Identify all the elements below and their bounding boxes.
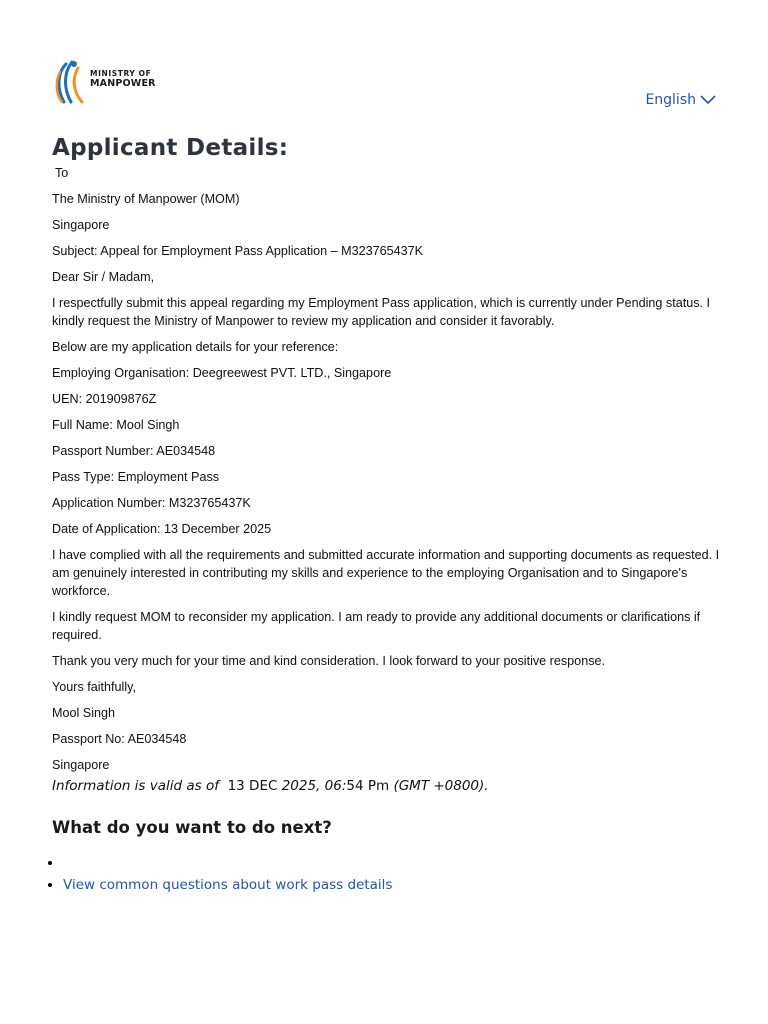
- language-label: English: [645, 92, 696, 108]
- next-steps-title: What do you want to do next?: [52, 818, 332, 837]
- signature-passport: Passport No: AE034548: [52, 732, 187, 746]
- appeal-letter: [52, 164, 720, 782]
- detail-application-number: Application Number: M323765437K: [52, 496, 251, 510]
- page-title: Applicant Details:: [52, 135, 289, 161]
- signature-name: Mool Singh: [52, 706, 116, 720]
- letter-closing: Yours faithfully,: [52, 680, 137, 694]
- validity-prefix: Information is valid as of: [52, 778, 219, 794]
- mom-logo-text: [90, 70, 156, 88]
- letter-salutation: Dear Sir / Madam,: [52, 270, 155, 284]
- letter-paragraph-1: I respectfully submit this appeal regarding my Employment Pass application, which is currently under Pending status. I kindly request the Ministry of Manpower to review my application and consider it favorably.: [52, 296, 710, 328]
- validity-year-time: 2025, 06:: [281, 778, 347, 794]
- list-item: [63, 874, 392, 896]
- chevron-down-icon: [700, 95, 716, 105]
- language-selector[interactable]: [645, 92, 716, 108]
- letter-paragraph-2: Below are my application details for your reference:: [52, 340, 339, 354]
- letter-paragraph-5: Thank you very much for your time and kind consideration. I look forward to your positive response.: [52, 654, 605, 668]
- letter-to: To: [55, 166, 69, 180]
- detail-uen: UEN: 201909876Z: [52, 392, 157, 406]
- information-validity: [52, 778, 489, 794]
- faq-work-pass-link[interactable]: View common questions about work pass details: [63, 877, 393, 893]
- mom-logo[interactable]: [52, 58, 162, 106]
- validity-minutes: 54 Pm: [346, 778, 390, 794]
- signature-country: Singapore: [52, 758, 110, 772]
- detail-application-date: Date of Application: 13 December 2025: [52, 522, 272, 536]
- detail-full-name: Full Name: Mool Singh: [52, 418, 180, 432]
- detail-pass-type: Pass Type: Employment Pass: [52, 470, 220, 484]
- detail-employer: Employing Organisation: Deegreewest PVT. LTD., Singapore: [52, 366, 392, 380]
- validity-timezone: (GMT +0800).: [393, 778, 489, 794]
- letter-country: Singapore: [52, 218, 110, 232]
- logo-line-2: MANPOWER: [90, 77, 156, 89]
- mom-logo-mark-icon: [52, 58, 92, 106]
- letter-paragraph-3: I have complied with all the requirements and submitted accurate information and supporting documents as requested. I am genuinely interested in contributing my skills and experience to the employing Organisation and to Singapore's workforce.: [52, 548, 720, 598]
- list-item: [63, 852, 392, 874]
- letter-recipient: The Ministry of Manpower (MOM): [52, 192, 240, 206]
- next-steps-list: [48, 852, 392, 896]
- detail-passport: Passport Number: AE034548: [52, 444, 216, 458]
- letter-subject: Subject: Appeal for Employment Pass Application – M323765437K: [52, 244, 424, 258]
- logo-line-1: MINISTRY OF: [90, 69, 152, 78]
- validity-date: 13 DEC: [227, 778, 278, 794]
- letter-paragraph-4: I kindly request MOM to reconsider my application. I am ready to provide any additional documents or clarifications if required.: [52, 610, 701, 642]
